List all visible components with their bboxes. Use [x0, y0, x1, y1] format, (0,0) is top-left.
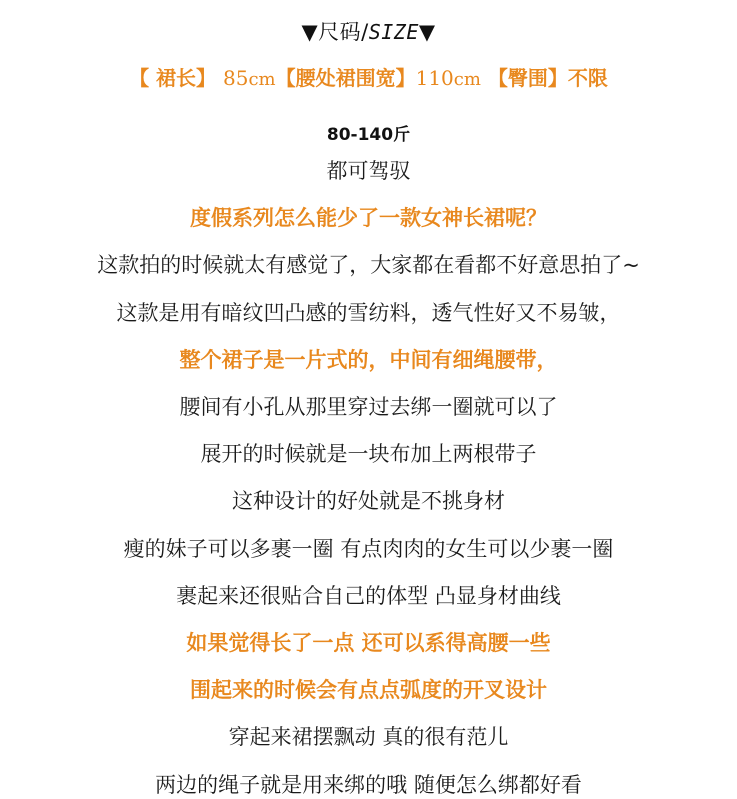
- size-header-suffix: ▼: [418, 20, 436, 44]
- description-line: 整个裙子是一片式的，中间有细绳腰带，: [179, 347, 558, 372]
- description-line: 展开的时候就是一块布加上两根带子: [200, 442, 537, 467]
- description-line: 度假系列怎么能少了一款女神长裙呢？: [190, 206, 547, 231]
- hip-label: 【臀围】不限: [487, 66, 608, 90]
- description-line: 这款是用有暗纹凹凸感的雪纺料，透气性好又不易皱，: [116, 300, 621, 325]
- size-specs: [0, 62, 737, 91]
- description-line: 都可驾驭: [326, 159, 411, 183]
- waist-value: 110: [415, 66, 454, 90]
- description-line: 裹起来还很贴合自己的体型 凸显身材曲线: [176, 583, 561, 608]
- description-line: 穿起来裙摆飘动 真的很有范儿: [228, 725, 509, 750]
- skirt-length-label: 【 裙长】: [129, 66, 217, 90]
- description-line: 这种设计的好处就是不挑身材: [232, 489, 505, 514]
- skirt-length-value: 85: [223, 66, 249, 90]
- description-line: 两边的绳子就是用来绑的哦 随便怎么绑都好看: [155, 772, 582, 797]
- size-header-word: SIZE: [368, 20, 419, 44]
- description-line: 腰间有小孔从那里穿过去绑一圈就可以了: [179, 395, 558, 419]
- waist-label: 【腰处裙围宽】: [275, 66, 416, 90]
- description-line: 这款拍的时候就太有感觉了，大家都在看都不好意思拍了~: [97, 253, 640, 278]
- skirt-length-unit: cm: [248, 69, 276, 90]
- size-header: [0, 16, 737, 46]
- description-line: 围起来的时候会有点点弧度的开叉设计: [190, 678, 547, 703]
- waist-unit: cm: [453, 69, 481, 90]
- size-header-prefix: ▼尺码/: [301, 20, 369, 44]
- description-line: 如果觉得长了一点 还可以系得高腰一些: [186, 631, 551, 655]
- weight-range: 80-140斤: [326, 125, 411, 145]
- description-line: 瘦的妹子可以多裹一圈 有点肉肉的女生可以少裹一圈: [123, 536, 614, 561]
